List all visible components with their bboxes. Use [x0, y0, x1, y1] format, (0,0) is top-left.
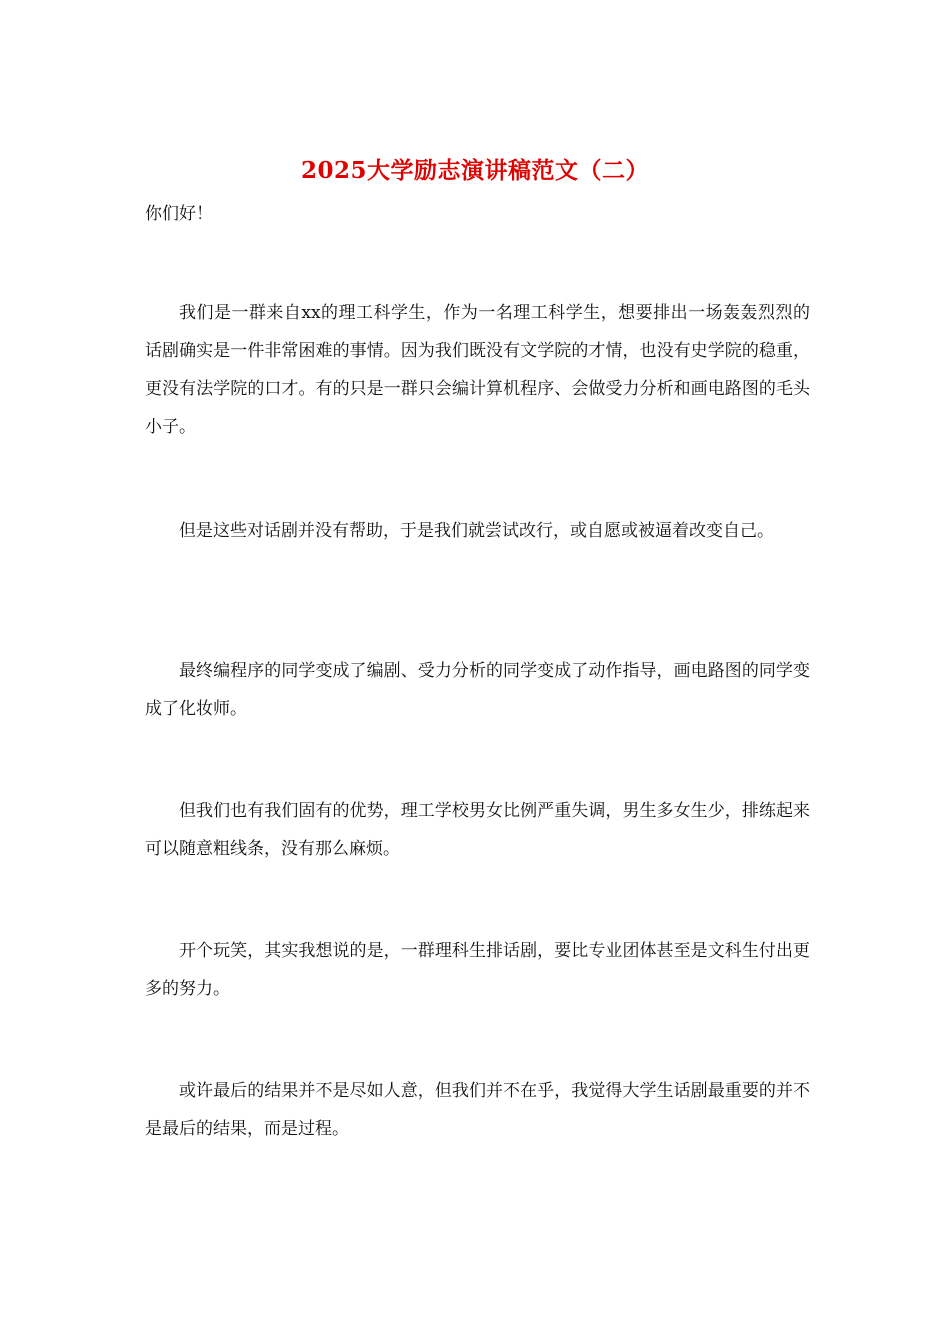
paragraph: 但我们也有我们固有的优势，理工学校男女比例严重失调，男生多女生少，排练起来可以随意粗线条，没有那么麻烦。 — [145, 801, 810, 859]
paragraph: 我们是一群来自xx的理工科学生，作为一名理工科学生，想要排出一场轰轰烈烈的话剧确实是一件非常困难的事情。因为我们既没有文学院的才情，也没有史学院的稳重，更没有法学院的口才。有的只是一群只会编计算机程序、会做受力分析和画电路图的毛头小子。 — [145, 303, 810, 437]
paragraph: 开个玩笑，其实我想说的是，一群理科生排话剧，要比专业团体甚至是文科生付出更多的努力。 — [145, 941, 810, 999]
paragraph: 但是这些对话剧并没有帮助，于是我们就尝试改行，或自愿或被逼着改变自己。 — [179, 521, 774, 541]
document-title: 2025大学励志演讲稿范文（二） — [300, 157, 649, 184]
greeting-text: 你们好！ — [145, 204, 213, 224]
paragraph: 最终编程序的同学变成了编剧、受力分析的同学变成了动作指导，画电路图的同学变成了化妆师。 — [145, 661, 810, 719]
paragraph: 或许最后的结果并不是尽如人意，但我们并不在乎，我觉得大学生话剧最重要的并不是最后的结果，而是过程。 — [145, 1081, 810, 1139]
